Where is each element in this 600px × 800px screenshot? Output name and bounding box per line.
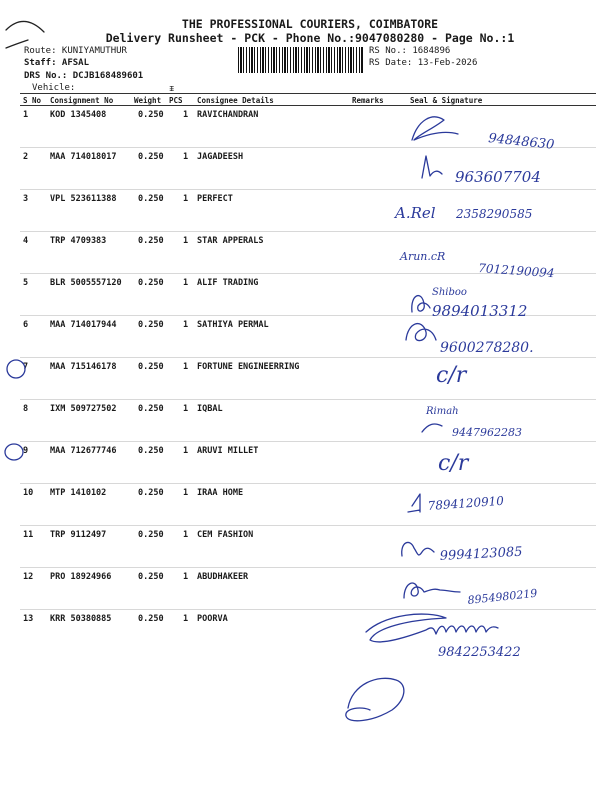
row-consignment: KOD 1345408 xyxy=(50,110,107,120)
row-pcs: 1 xyxy=(183,320,189,330)
row-sno: 12 xyxy=(23,572,34,582)
col-pcs: PCS xyxy=(169,96,183,105)
row-consignee: ARUVI MILLET xyxy=(197,446,259,456)
pen-mark-left xyxy=(6,40,28,48)
row-consignee: RAVICHANDRAN xyxy=(197,110,259,120)
ink-loop-bottom xyxy=(346,678,404,721)
row-consignee: CEM FASHION xyxy=(197,530,254,540)
handwritten-phone-row-1: 94848630 xyxy=(487,131,555,153)
row-weight: 0.250 xyxy=(138,320,164,330)
handwritten-cr-row-7: c/r xyxy=(436,363,467,388)
row-consignment: KRR 50380885 xyxy=(50,614,112,624)
row-consignee: POORVA xyxy=(197,614,228,624)
row-weight: 0.250 xyxy=(138,362,164,372)
handwritten-phone-row-12: 8954980219 xyxy=(466,586,538,607)
handwritten-phone-row-3: 2358290585 xyxy=(456,207,533,221)
signature-row-13 xyxy=(366,614,498,642)
signature-row-11 xyxy=(402,542,434,556)
row-consignee: ALIF TRADING xyxy=(197,278,259,288)
row-weight: 0.250 xyxy=(138,236,164,246)
row-sno: 1 xyxy=(23,110,29,120)
col-consignee: Consignee Details xyxy=(197,96,274,105)
signature-row-2 xyxy=(422,156,442,178)
signature-row-6 xyxy=(406,324,436,341)
row-consignee: IQBAL xyxy=(197,404,223,414)
col-remarks: Remarks xyxy=(352,96,384,105)
col-consignment: Consignment No xyxy=(50,96,114,105)
pen-mark-top-left xyxy=(6,21,44,32)
row-pcs: 1 xyxy=(183,614,189,624)
row-pcs: 1 xyxy=(183,362,189,372)
row-consignment: MAA 715146178 xyxy=(50,362,117,372)
company-title: THE PROFESSIONAL COURIERS, COIMBATORE xyxy=(181,17,439,31)
row-pcs: 1 xyxy=(183,152,189,162)
handwritten-phone-row-6: 9600278280. xyxy=(440,340,534,356)
row-pcs: 1 xyxy=(183,110,189,120)
row-sno: 5 xyxy=(23,278,29,288)
rs-number: RS No.: 1684896 xyxy=(369,46,451,56)
row-consignment: MAA 712677746 xyxy=(50,446,117,456)
row-consignee: PERFECT xyxy=(197,194,233,204)
pen-dot: ᵻ xyxy=(169,84,175,94)
row-consignee: FORTUNE ENGINEERRING xyxy=(197,362,300,372)
row-pcs: 1 xyxy=(183,446,189,456)
row-sno: 3 xyxy=(23,194,29,204)
row-weight: 0.250 xyxy=(138,404,164,414)
signature-row-5 xyxy=(412,296,430,312)
route-label: Route: KUNIYAMUTHUR xyxy=(24,46,127,56)
circle-mark-row-9 xyxy=(5,444,23,460)
row-sno: 8 xyxy=(23,404,29,414)
row-consignment: TRP 9112497 xyxy=(50,530,107,540)
row-consignment: VPL 523611388 xyxy=(50,194,117,204)
row-sno: 6 xyxy=(23,320,29,330)
signature-row-12 xyxy=(404,583,460,598)
staff-label: Staff: AFSAL xyxy=(24,58,90,68)
handwritten-phone-row-5: 9894013312 xyxy=(432,302,528,320)
row-consignee: STAR APPERALS xyxy=(197,236,264,246)
row-pcs: 1 xyxy=(183,572,189,582)
row-sno: 10 xyxy=(23,488,34,498)
row-consignment: TRP 4709383 xyxy=(50,236,107,246)
row-consignment: MTP 1410102 xyxy=(50,488,107,498)
row-weight: 0.250 xyxy=(138,152,164,162)
row-consignment: PRO 18924966 xyxy=(50,572,112,582)
handwritten-name-row-8: Rimah xyxy=(426,406,459,417)
signature-row-1 xyxy=(412,117,458,140)
row-weight: 0.250 xyxy=(138,530,164,540)
handwritten-name-row-3: A.Rel xyxy=(395,204,436,222)
circle-mark-row-7 xyxy=(7,360,25,378)
row-weight: 0.250 xyxy=(138,572,164,582)
drs-number: DRS No.: DCJB168489601 xyxy=(24,71,144,81)
handwritten-phone-row-8: 9447962283 xyxy=(452,426,522,439)
col-weight: Weight xyxy=(134,96,162,105)
rs-date: RS Date: 13-Feb-2026 xyxy=(369,58,478,68)
handwritten-phone-row-11: 9994123085 xyxy=(439,544,523,564)
runsheet-subtitle: Delivery Runsheet - PCK - Phone No.:9047080280 - Page No.:1 xyxy=(105,31,515,45)
row-pcs: 1 xyxy=(183,194,189,204)
row-weight: 0.250 xyxy=(138,446,164,456)
row-consignee: JAGADEESH xyxy=(197,152,244,162)
row-sno: 9 xyxy=(23,446,29,456)
row-sno: 7 xyxy=(23,362,29,372)
row-consignment: MAA 714018017 xyxy=(50,152,117,162)
signature-row-10 xyxy=(408,494,420,512)
row-consignee: ABUDHAKEER xyxy=(197,572,249,582)
handwritten-phone-row-10: 7894120910 xyxy=(427,493,505,513)
row-sno: 13 xyxy=(23,614,34,624)
row-sno: 4 xyxy=(23,236,29,246)
vehicle-label: Vehicle: xyxy=(32,83,76,93)
row-weight: 0.250 xyxy=(138,110,164,120)
col-sno: S No xyxy=(23,96,42,105)
row-pcs: 1 xyxy=(183,530,189,540)
row-sno: 11 xyxy=(23,530,34,540)
handwritten-phone-row-13: 9842253422 xyxy=(438,645,521,660)
row-pcs: 1 xyxy=(183,278,189,288)
row-weight: 0.250 xyxy=(138,194,164,204)
row-weight: 0.250 xyxy=(138,278,164,288)
row-pcs: 1 xyxy=(183,404,189,414)
row-consignee: SATHIYA PERMAL xyxy=(197,320,269,330)
handwritten-name-row-4: Arun.cR xyxy=(400,250,446,263)
signature-row-8 xyxy=(422,424,442,432)
handwritten-phone-row-4: 7012190094 xyxy=(477,261,555,281)
row-consignee: IRAA HOME xyxy=(197,488,244,498)
row-sno: 2 xyxy=(23,152,29,162)
handwritten-phone-row-2: 963607704 xyxy=(455,168,541,186)
row-consignment: BLR 5005557120 xyxy=(50,278,122,288)
row-weight: 0.250 xyxy=(138,614,164,624)
row-pcs: 1 xyxy=(183,236,189,246)
row-consignment: MAA 714017944 xyxy=(50,320,117,330)
handwritten-cr-row-9: c/r xyxy=(438,451,469,476)
handwritten-name-row-5: Shiboo xyxy=(432,287,467,298)
row-pcs: 1 xyxy=(183,488,189,498)
col-seal-signature: Seal & Signature xyxy=(410,96,483,105)
row-consignment: IXM 509727502 xyxy=(50,404,117,414)
row-weight: 0.250 xyxy=(138,488,164,498)
